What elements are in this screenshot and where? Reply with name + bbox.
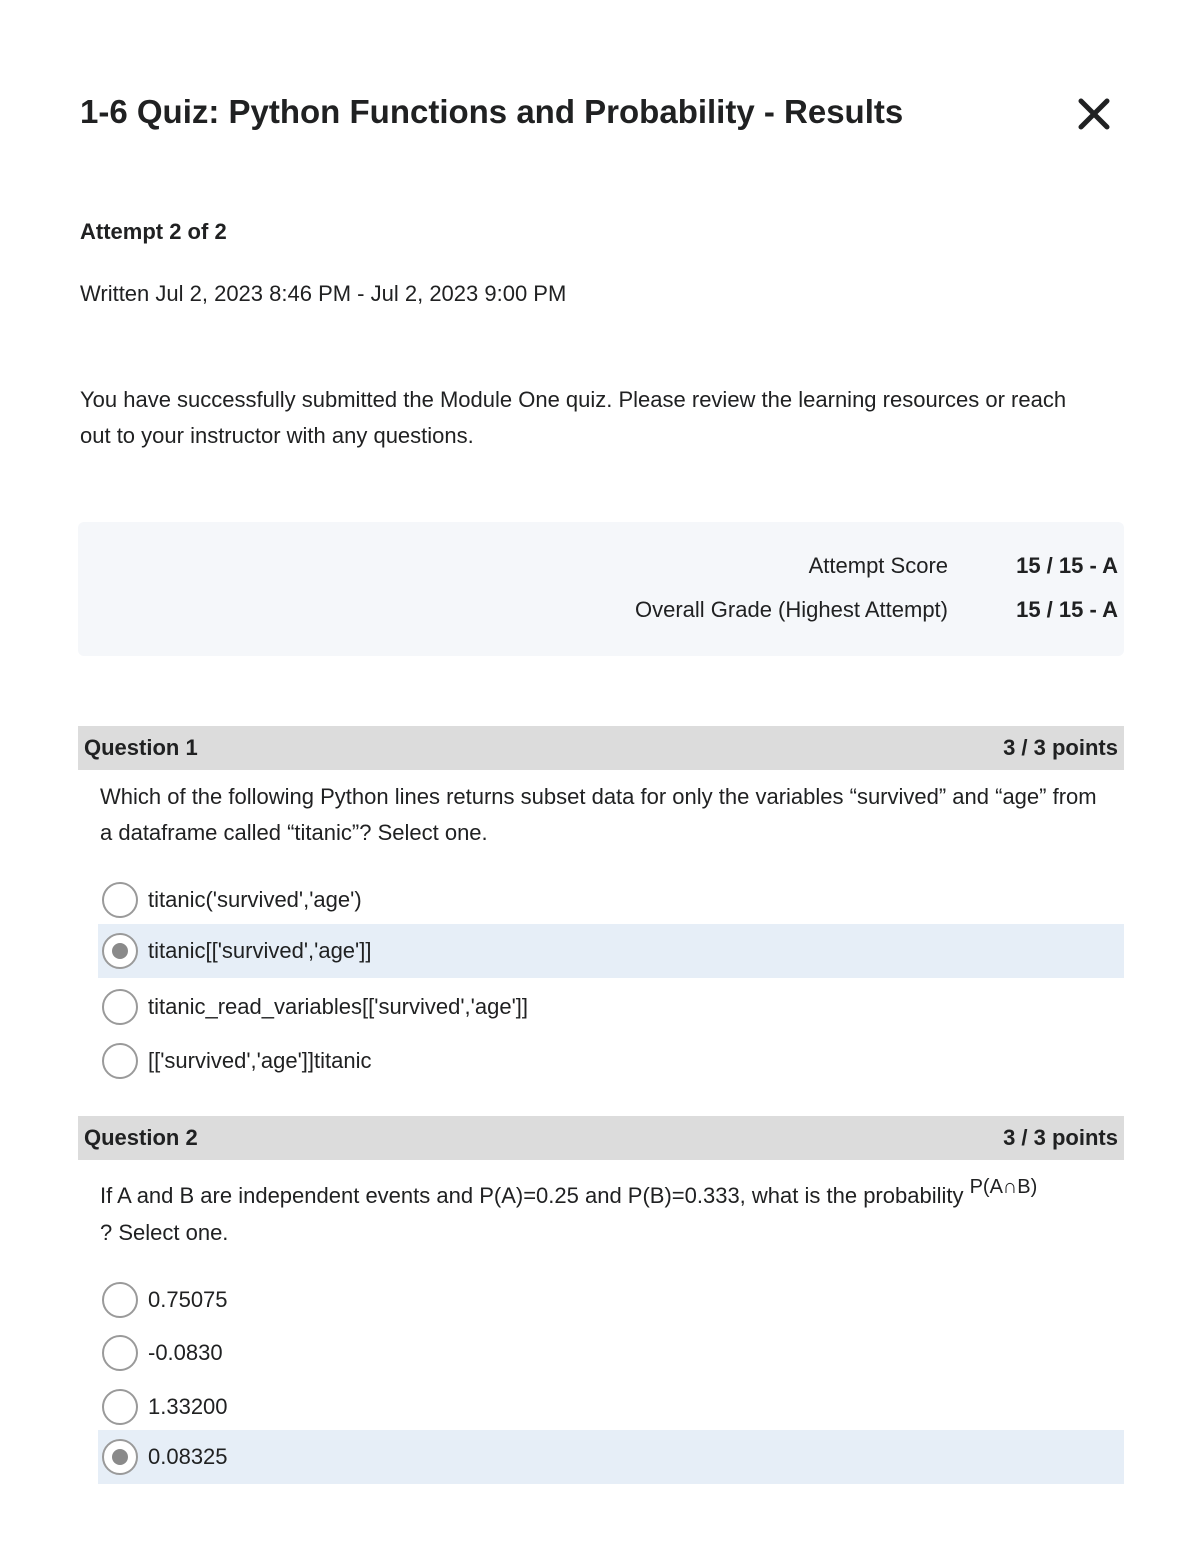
radio-button[interactable] <box>102 1439 138 1475</box>
question-1-option-1[interactable] <box>98 873 1124 927</box>
overall-grade-label: Overall Grade (Highest Attempt) <box>634 597 948 622</box>
close-button[interactable] <box>1074 94 1114 134</box>
radio-button[interactable] <box>102 1043 138 1079</box>
question-2-text <box>100 1178 1110 1251</box>
option-label: titanic_read_variables[['survived','age']] <box>148 994 529 1019</box>
question-2-option-1[interactable] <box>98 1273 1124 1327</box>
option-label: [['survived','age']]titanic <box>148 1048 372 1073</box>
radio-button[interactable] <box>102 1282 138 1318</box>
score-summary <box>78 522 1124 656</box>
overall-grade-row <box>635 594 1118 626</box>
question-1-option-3[interactable] <box>98 980 1124 1034</box>
written-timestamp: Written Jul 2, 2023 8:46 PM - Jul 2, 2023 9:00 PM <box>80 281 567 306</box>
question-1-header <box>78 726 1124 770</box>
question-2-option-2[interactable] <box>98 1326 1124 1380</box>
page-title: 1-6 Quiz: Python Functions and Probability - Results <box>80 93 904 130</box>
radio-button[interactable] <box>102 933 138 969</box>
question-points: 3 / 3 points <box>1003 735 1118 760</box>
question-text-part: If A and B are independent events and P(A)=0.25 and P(B)=0.333, what is the probability <box>100 1183 964 1208</box>
title-row <box>78 88 1124 138</box>
question-2-option-4[interactable] <box>98 1430 1124 1484</box>
close-x-icon <box>1074 94 1114 134</box>
attempt-label: Attempt 2 of 2 <box>80 219 227 244</box>
attempt-score-value: 15 / 15 - A <box>1016 553 1118 578</box>
option-label: -0.0830 <box>148 1340 223 1365</box>
math-expression: P(A∩B) <box>969 1176 1038 1198</box>
radio-button[interactable] <box>102 989 138 1025</box>
radio-button[interactable] <box>102 1389 138 1425</box>
attempt-score-row <box>809 550 1118 582</box>
question-1-option-4[interactable] <box>98 1034 1124 1088</box>
question-text-part: ? Select one. <box>100 1220 229 1245</box>
question-2-header <box>78 1116 1124 1160</box>
option-label: 1.33200 <box>148 1394 228 1419</box>
question-2-option-3[interactable] <box>98 1380 1124 1434</box>
option-label: titanic('survived','age') <box>148 887 362 912</box>
radio-dot <box>112 1449 128 1465</box>
question-1-option-2[interactable] <box>98 924 1124 978</box>
overall-grade-value: 15 / 15 - A <box>1016 597 1118 622</box>
option-label: 0.08325 <box>148 1444 228 1469</box>
option-label: titanic[['survived','age']] <box>148 938 372 963</box>
submission-message: You have successfully submitted the Module One quiz. Please review the learning resources or reach out to your instructor with any questions. <box>80 387 1067 448</box>
attempt-score-label: Attempt Score <box>808 553 948 578</box>
radio-button[interactable] <box>102 882 138 918</box>
question-title: Question 1 <box>84 735 198 760</box>
radio-dot <box>112 943 128 959</box>
question-1-text: Which of the following Python lines returns subset data for only the variables “survived” and “age” from a dataframe called “titanic”? Select one. <box>100 784 1097 845</box>
radio-button[interactable] <box>102 1335 138 1371</box>
question-title: Question 2 <box>84 1125 198 1150</box>
question-points: 3 / 3 points <box>1003 1125 1118 1150</box>
option-label: 0.75075 <box>148 1287 228 1312</box>
